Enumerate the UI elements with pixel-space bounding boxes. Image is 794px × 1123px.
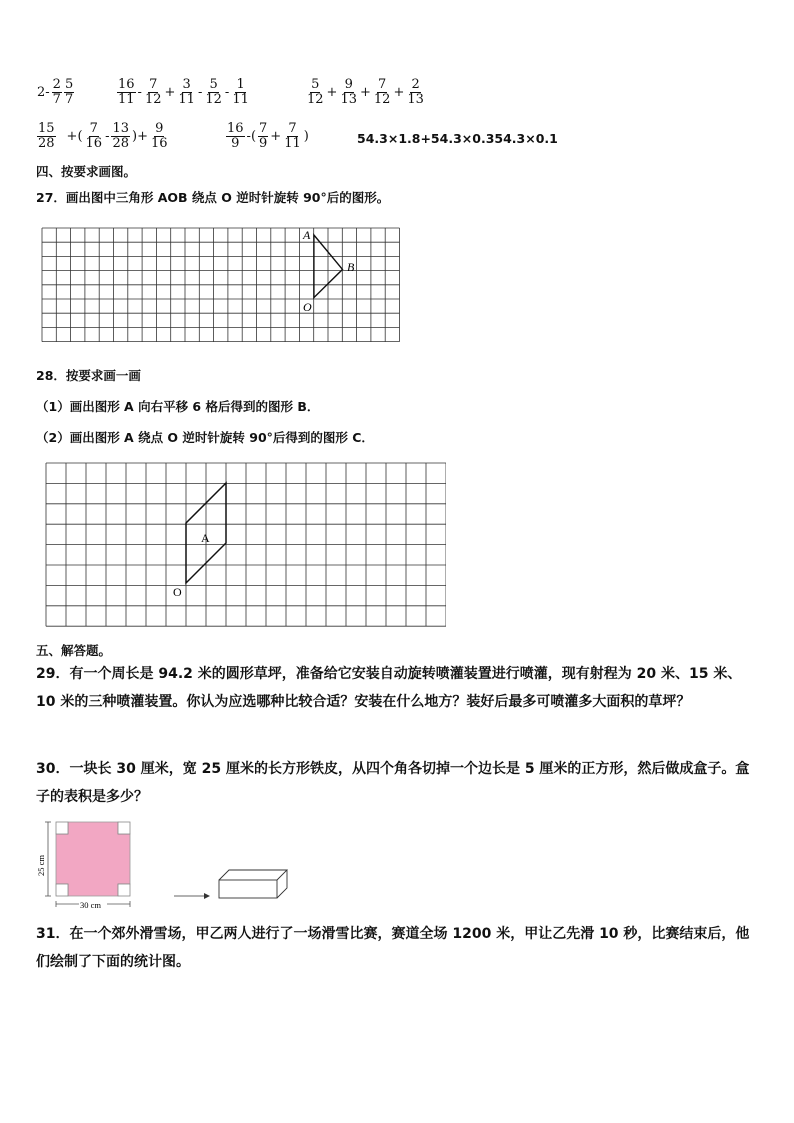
box-3d [219, 870, 287, 898]
fraction: $\frac{7}{12}$ [373, 77, 391, 107]
expression-row-1c [305, 78, 426, 107]
fraction: $\frac{7}{16}$ [85, 121, 103, 151]
height-label: 25 cm [36, 854, 46, 876]
grid-27 [41, 227, 403, 343]
fraction: $\frac{13}{28}$ [112, 121, 130, 151]
label-o: O [303, 300, 312, 314]
fraction: $\frac{16}{9}$ [227, 121, 244, 151]
expression-row-1b [116, 78, 251, 107]
fraction: $\frac{5}{7}$ [64, 77, 74, 107]
question-28-part-1: （1）画出图形 A 向右平移 6 格后得到的图形 B． [36, 399, 320, 414]
question-31: 31．在一个郊外滑雪场，甲乙两人进行了一场滑雪比赛，赛道全场 1200 米，甲让乙先滑 10 秒，比赛结束后，他们绘制了下面的统计图。 [36, 926, 750, 970]
fraction: $\frac{2}{13}$ [407, 77, 424, 107]
fraction: $\frac{5}{12}$ [205, 77, 222, 107]
expression-5: $\frac{16}{9}$ -( $\frac{7}{9}$ + $\frac{7}{11}$ ) [227, 121, 309, 151]
fraction: $\frac{7}{12}$ [144, 77, 162, 107]
width-label: 30 cm [80, 900, 102, 910]
question-30: 30．一块长 30 厘米，宽 25 厘米的长方形铁皮，从四个角各切掉一个边长是 5 厘米的正方形，然后做成盒子。盒子的表积是多少？ [36, 761, 750, 805]
section-5-heading: 五、解答题。 [36, 643, 112, 658]
fraction: $\frac{16}{11}$ [118, 77, 135, 107]
fraction: $\frac{9}{16}$ [150, 121, 168, 151]
question-28-part-2: （2）画出图形 A 绕点 O 逆时针旋转 90°后得到的图形 C． [36, 430, 374, 445]
corner-square [56, 822, 68, 834]
grid-28 [45, 462, 446, 628]
label-a: A [303, 228, 311, 242]
expression-1 [36, 78, 75, 107]
grid-lines [42, 228, 400, 342]
fraction: $\frac{15}{28}$ [38, 121, 55, 151]
expression-2: $\frac{16}{11}$ - $\frac{7}{12}$ + $\frac{3}{11}$ - $\frac{5}{12}$ - $\frac{1}{11}$ [118, 77, 249, 107]
expression-3: $\frac{5}{12}$ + $\frac{9}{13}$ + $\frac{7}{12}$ + $\frac{2}{13}$ [307, 77, 424, 107]
fraction: $\frac{3}{11}$ [178, 77, 195, 107]
question-27: 27．画出图中三角形 AOB 绕点 O 逆时针旋转 90°后的图形。 [36, 190, 390, 205]
arrow-head-icon [204, 893, 210, 899]
q30-figure [36, 814, 306, 914]
corner-square [56, 884, 68, 896]
grid-lines [46, 463, 446, 626]
label-a: A [201, 531, 210, 545]
fraction: $\frac{1}{11}$ [232, 77, 249, 107]
fraction: $\frac{5}{12}$ [307, 77, 324, 107]
expression-row-2b [225, 122, 310, 151]
label-b: B [347, 260, 355, 274]
fraction: $\frac{2}{7}$ [52, 77, 61, 107]
section-4-heading: 四、按要求画图。 [36, 164, 137, 179]
corner-square [118, 822, 130, 834]
expression-4: $\frac{15}{28}$ +( $\frac{7}{16}$ - $\frac{13}{28}$ )+ $\frac{9}{16}$ [38, 121, 168, 151]
fraction: $\frac{7}{11}$ [284, 121, 301, 151]
expression-6: 54.3×1.8+54.3×0.354.3×0.1 [357, 131, 558, 146]
question-28: 28．按要求画一画 [36, 368, 141, 383]
fraction: $\frac{9}{13}$ [340, 77, 357, 107]
question-29: 29．有一个周长是 94.2 米的圆形草坪，准备给它安装自动旋转喷灌装置进行喷灌，现有射程为 20 米、15 米、10 米的三种喷灌装置。你认为应选哪种比较合适？安装在什么地方？装好后最多可喷灌多大面积的草坪？ [36, 666, 742, 710]
corner-square [118, 884, 130, 896]
expression-row-2 [36, 122, 170, 151]
label-o: O [173, 585, 182, 599]
fraction: $\frac{7}{9}$ [259, 121, 268, 151]
expression-row-1 [36, 78, 75, 107]
expression-1-lead: 2- [37, 85, 50, 100]
